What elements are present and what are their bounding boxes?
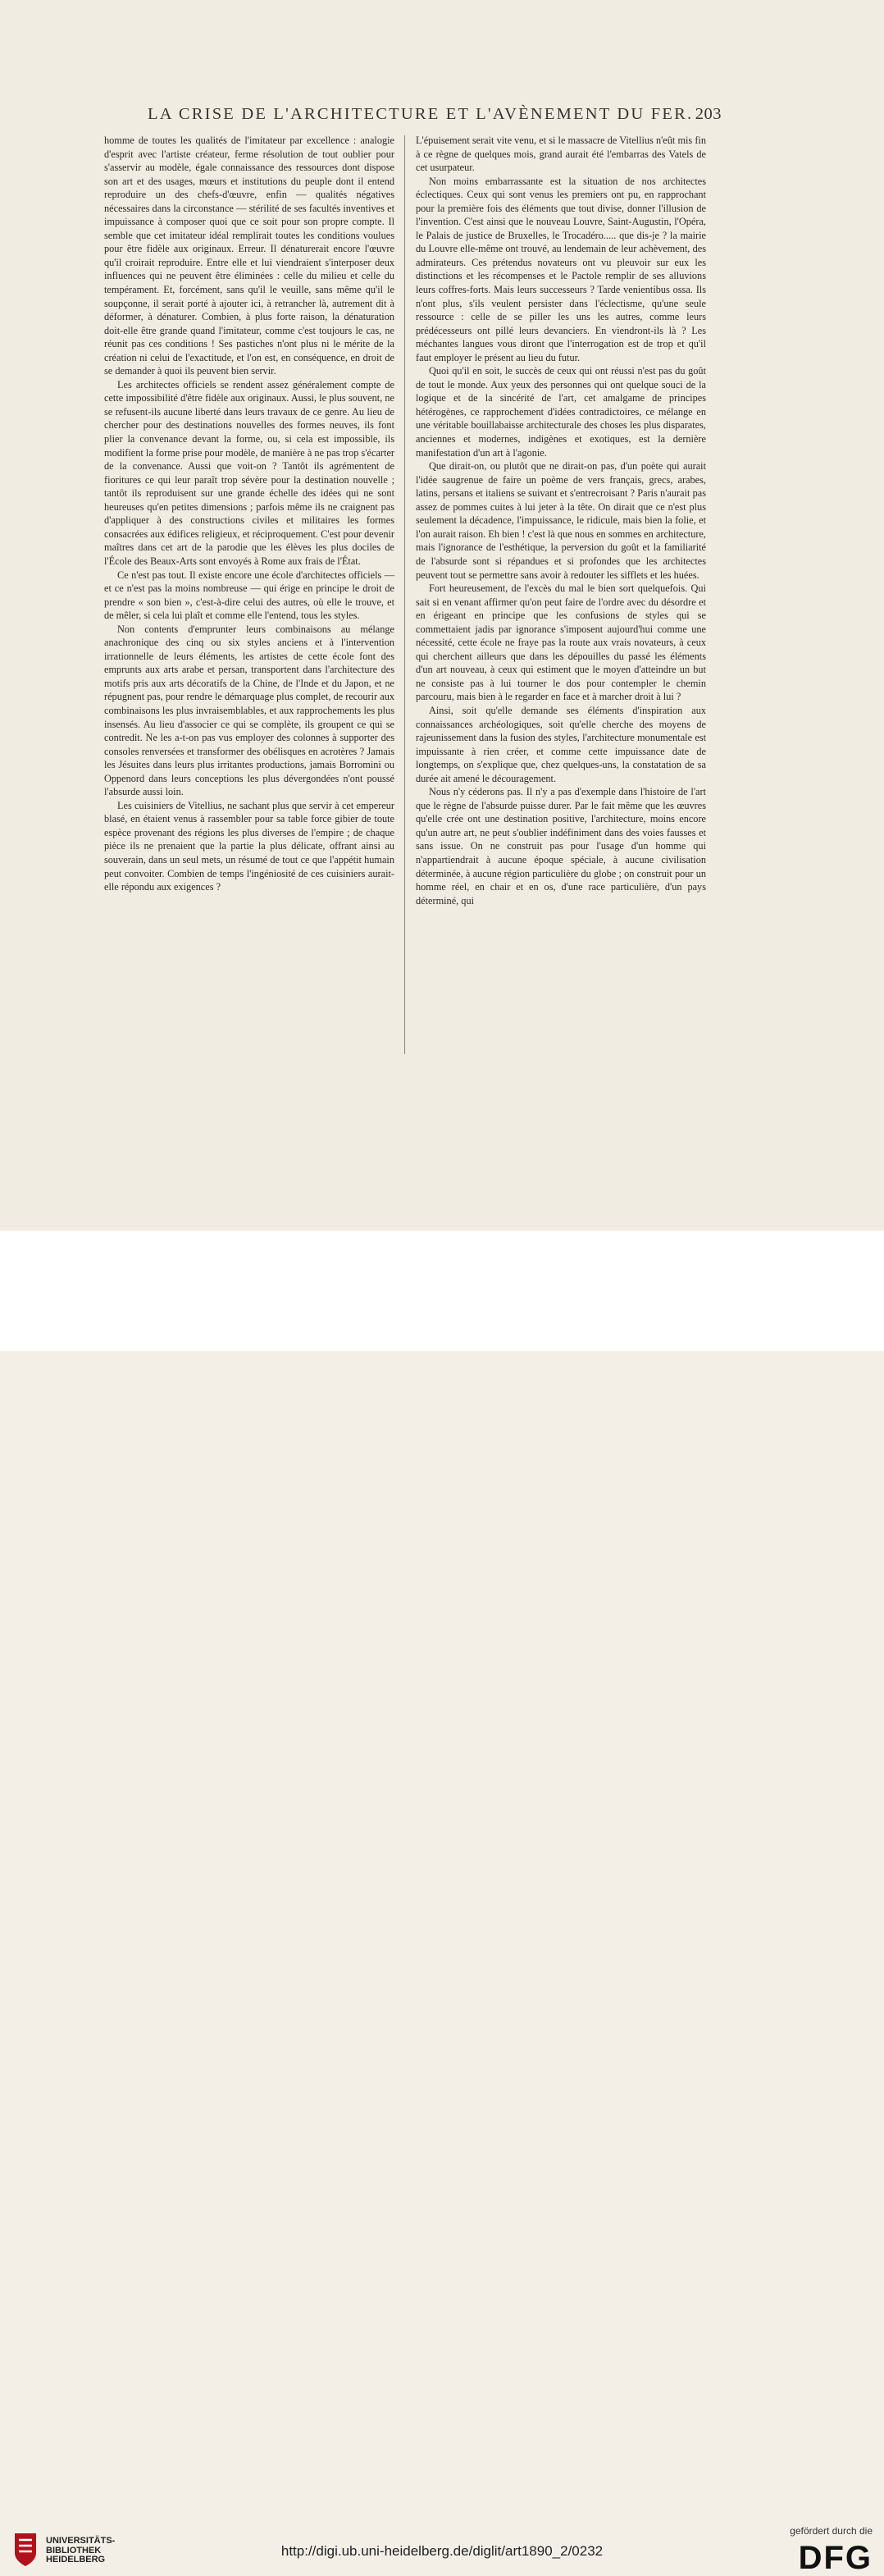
column-divider	[404, 135, 405, 1054]
running-head-title: LA CRISE DE L'ARCHITECTURE ET L'AVÈNEMENT DU FER.	[148, 105, 694, 123]
paragraph: Non contents d'emprunter leurs combinaisons au mélange anachronique des cinq ou six styles anciens et à l'intervention irrationnelle de leurs éléments, les artistes de cette école font des emprunts aux arts arabe et persan, transportent dans l'architecture des motifs pris aux arts décoratifs de la Chine, de l'Inde et du Japon, et ne répugnent pas, pour rendre le démarquage plus complet, de recourir aux combinaisons les plus invraisemblables, et aux rapprochements les plus insensés. Au lieu d'associer ce qui se complète, ils groupent ce qui se contredit. Ne les a-t-on pas vus employer des colonnes à supporter des consoles renversées et transformer des obélisques en acrotères ? Jamais les Jésuites dans leurs plus irritantes productions, jamais Borromini ou Oppenord dans leurs conceptions les plus dévergondées n'ont poussé l'absurde aussi loin.	[104, 623, 394, 798]
left-column	[104, 134, 394, 894]
scanned-page	[0, 0, 884, 1231]
paragraph: L'épuisement serait vite venu, et si le massacre de Vitellius n'eût mis fin à ce règne de quelques mois, grand aurait été l'embarras des Vatels de cet usurpateur.	[416, 135, 706, 174]
paragraph: Ce n'est pas tout. Il existe encore une école d'architectes officiels — et ce n'est pas la moins nombreuse — qui érige en principe le droit de prendre « son bien », c'est-à-dire celui des autres, où elle le trouve, et de mêler, si cela lui plaît et comme elle l'entend, tous les styles.	[104, 569, 394, 622]
right-column	[416, 134, 706, 907]
dfg-logo: DFG	[798, 2540, 873, 2576]
paragraph: Quoi qu'il en soit, le succès de ceux qui ont réussi n'est pas du goût de tout le monde. Aux yeux des personnes qui ont quelque souci de la logique et de la sincérité de l'art, cet amalgame de principes hétérogènes, ce rapprochement d'idées contradictoires, ce mélange en une véritable bouillabaisse architecturale des choses les plus disparates, anciennes et modernes, indigènes et exotiques, est la dernière manifestation d'un art à l'agonie.	[416, 365, 706, 459]
permalink-url[interactable]: http://digi.ub.uni-heidelberg.de/diglit/art1890_2/0232	[280, 2543, 604, 2559]
funding-note: gefördert durch die	[790, 2525, 873, 2537]
paragraph: Que dirait-on, ou plutôt que ne dirait-on pas, d'un poète qui aurait l'idée saugrenue de faire un poème de vers français, grecs, arabes, latins, persans et italiens se suivant et s'entrecroisant ? Paris n'aurait pas assez de pommes cuites à lui jeter à la tête. On dirait que ce n'est plus seulement la décadence, l'impuissance, le ridicule, mais bien la folie, et l'on aurait raison. Eh bien ! c'est là que nous en sommes en architecture, mais l'ignorance de l'esthétique, la perversion du goût et la familiarité de l'absurde sont si répandues et si profondes que les architectes peuvent tout se permettre sans avoir à redouter les sifflets et les huées.	[416, 460, 706, 581]
library-name-line: UNIVERSITÄTS-	[46, 2536, 116, 2546]
paragraph: Les cuisiniers de Vitellius, ne sachant plus que servir à cet empereur blasé, en étaient venus à rassembler pour sa table force gibier de toute espèce provenant des régions les plus diverses de l'empire ; de chaque pièce ils ne prenaient que la partie la plus délicate, offrant ainsi au souverain, dans un seul mets, un résumé de tout ce que l'appétit humain peut convoiter. Combien de temps l'ingéniosité de ces cuisiniers aurait-elle répondu aux exigences ?	[104, 799, 394, 893]
paragraph: Fort heureusement, de l'excès du mal le bien sort quelquefois. Qui sait si en venant affirmer qu'on peut faire de l'ordre avec du désordre et en érigeant en principe que les confusions de styles qui se commettaient jadis par ignorance s'imposent aujourd'hui comme une nécessité, cette école ne fraye pas la route aux vrais novateurs, à ceux qui cherchent ailleurs que dans les dépouilles du passé les éléments d'un art nouveau, à ceux qui estiment que le moyen d'atteindre un but ne consiste pas à lui tourner le dos pour contempler le chemin parcouru, mais bien à le regarder en face et à marcher droit à lui ?	[416, 582, 706, 703]
paragraph: Nous n'y céderons pas. Il n'y a pas d'exemple dans l'histoire de l'art que le règne de l'absurde puisse durer. Par le fait même que les œuvres qu'elle crée ont une destination positive, l'architecture, moins encore qu'un autre art, ne peut s'oublier indéfiniment dans des voies fausses et sans issue. On ne construit pas pour l'usage d'un homme qui n'appartiendrait à aucune époque spéciale, à aucune civilisation déterminée, à aucune région particulière du globe ; on construit pour un homme réel, en chair et en os, d'une race particulière, d'un pays déterminé, qui	[416, 786, 706, 907]
paragraph: homme de toutes les qualités de l'imitateur par excellence : analogie d'esprit avec l'artiste créateur, ferme résolution de tout oublier pour s'asservir au modèle, égale connaissance des ressources dont dispose son art et des usages, mœurs et institutions du peuple dont il entend reproduire un des chefs-d'œuvre, enfin — qualités négatives nécessaires dans la circonstance — stérilité de ses facultés inventives et impuissance à composer quoi que ce soit pour son propre compte. Il semble que cet imitateur idéal remplirait toutes les conditions voulues pour être fidèle aux originaux. Erreur. Il dénaturerait encore l'œuvre qu'il croirait reproduire. Entre elle et lui viendraient s'interposer deux influences qui ne peuvent être éliminées : celle du milieu et celle du tempérament. Et, forcément, sans qu'il le veuille, sans même qu'il le soupçonne, il serait porté à ajouter ici, à retrancher là, autrement dit à déformer, à dénaturer. Combien, à plus forte raison, la dénaturation doit-elle être grande quand l'imitateur, comme c'est toujours le cas, ne réunit pas ces conditions ! Ses pastiches n'ont plus ni le mérite de la création ni celui de l'exactitude, et l'on est, en conséquence, en droit de se demander à quoi ils peuvent bien servir.	[104, 135, 394, 377]
library-name-line: BIBLIOTHEK	[46, 2545, 102, 2555]
page-number: 203	[695, 105, 722, 123]
digitization-footer	[0, 1231, 884, 2576]
paragraph: Les architectes officiels se rendent assez généralement compte de cette impossibilité d'être fidèle aux originaux. Aussi, le plus souvent, ne se refusent-ils aucune liberté dans leurs travaux de ce genre. Au lieu de chercher pour des destinations nouvelles des formes neuves, ils font plier la convenance devant la forme, ou, si cela est impossible, ils modifient la forme prise pour modèle, de manière à ne pas trop s'écarter de la convenance. Aussi que voit-on ? Tantôt ils agrémentent de fioritures ce qui leur paraît trop sévère pour la destination nouvelle ; tantôt ils reproduisent sur une grande échelle des idées qui ne sont heureuses qu'en petites dimensions ; parfois même ils ne craignent pas d'appliquer à des constructions civiles et militaires les formes consacrées aux édifices religieux, et réciproquement. C'est pour devenir maîtres dans cet art de la parodie que les élèves les plus dociles de l'École des Beaux-Arts sont envoyés à Rome aux frais de l'État.	[104, 378, 394, 567]
library-name-line: HEIDELBERG	[46, 2555, 106, 2565]
running-head	[148, 105, 722, 124]
paragraph: Non moins embarrassante est la situation de nos architectes éclectiques. Ceux qui sont venus les premiers ont pu, en rapprochant pour la première fois des éléments que tout divise, donner l'illusion de l'invention. C'est ainsi que le nouveau Louvre, Saint-Augustin, l'Opéra, le Palais de justice de Bruxelles, le Trocadéro..... que dis-je ? la mairie du Louvre elle-même ont trouvé, au lendemain de leur achèvement, des admirateurs. Ces prétendus novateurs ont vu pleuvoir sur eux les distinctions et les récompenses et le Pactole remplir de ses alluvions leurs coffres-forts. Mais leurs successeurs ? Tarde venientibus ossa. Ils n'ont plus, s'ils veulent persister dans l'éclectisme, qu'une seule ressource : celle de se piller les uns les autres, comme leurs prédécesseurs ont pillé leurs devanciers. En viendront-ils là ? Les méchantes langues vous diront que l'interrogation est de trop et qu'il faut employer le présent au lieu du futur.	[416, 175, 706, 363]
paragraph: Ainsi, soit qu'elle demande ses éléments d'inspiration aux connaissances archéologiques, soit qu'elle cherche des moyens de rajeunissement dans la fusion des styles, l'architecture monumentale est impuissante à rien créer, et comme cette impuissance date de longtemps, on s'explique que, chez quelques-uns, la constatation de sa durée ait amené le découragement.	[416, 704, 706, 784]
